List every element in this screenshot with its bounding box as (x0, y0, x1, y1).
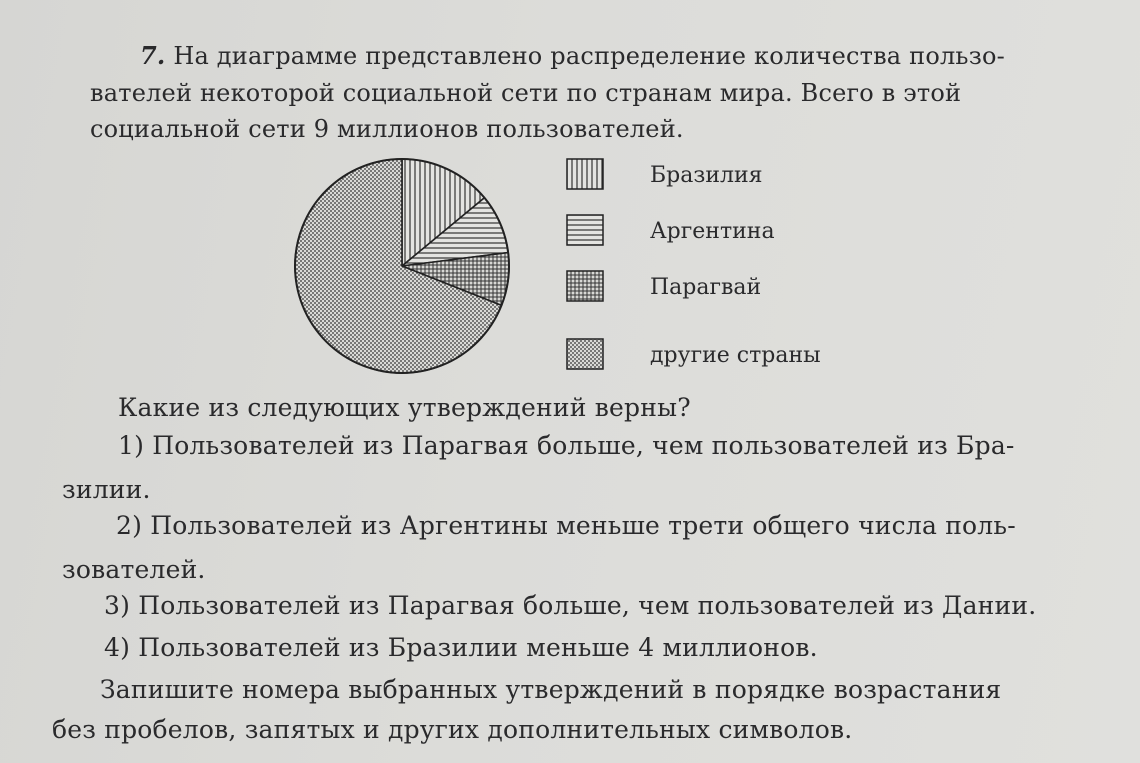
option-1-line-2: зилии. (62, 475, 151, 504)
problem-line-2: вателей некоторой социальной сети по странам мира. Всего в этой (90, 79, 962, 107)
problem-line-3: социальной сети 9 миллионов пользователей. (90, 115, 684, 143)
chart-legend (566, 158, 886, 382)
legend-item-argentina (566, 214, 886, 250)
instruction-line-1: Запишите номера выбранных утверждений в порядке возрастания (100, 675, 1002, 704)
option-2-line-2: зователей. (62, 555, 206, 584)
option-3: 3) Пользователей из Парагвая больше, чем пользователей из Дании. (104, 591, 1037, 620)
problem-text-1: На диаграмме представлено распределение количества пользо- (173, 42, 1005, 70)
legend-label-paraguay: Парагвай (650, 275, 762, 300)
option-1-line-1: 1) Пользователей из Парагвая больше, чем пользователей из Бра- (118, 431, 1015, 460)
legend-swatch-grid (566, 270, 606, 304)
instruction-line-2: без пробелов, запятых и других дополнительных символов. (52, 715, 853, 744)
legend-item-paraguay (566, 270, 886, 306)
pie-chart (284, 152, 524, 384)
legend-label-argentina: Аргентина (650, 219, 775, 244)
legend-swatch-dots (566, 338, 606, 372)
legend-item-brazil (566, 158, 886, 194)
option-2-line-1: 2) Пользователей из Аргентины меньше трети общего числа поль- (116, 511, 1016, 540)
legend-label-other: другие страны (650, 343, 821, 368)
problem-number: 7. (140, 41, 166, 70)
problem-line-1 (140, 40, 1005, 72)
legend-swatch-horizontal-lines (566, 214, 606, 248)
legend-swatch-vertical-lines (566, 158, 606, 192)
question-title: Какие из следующих утверждений верны? (118, 393, 691, 422)
legend-item-other (566, 338, 886, 374)
legend-label-brazil: Бразилия (650, 163, 763, 188)
option-4: 4) Пользователей из Бразилии меньше 4 миллионов. (104, 633, 818, 662)
